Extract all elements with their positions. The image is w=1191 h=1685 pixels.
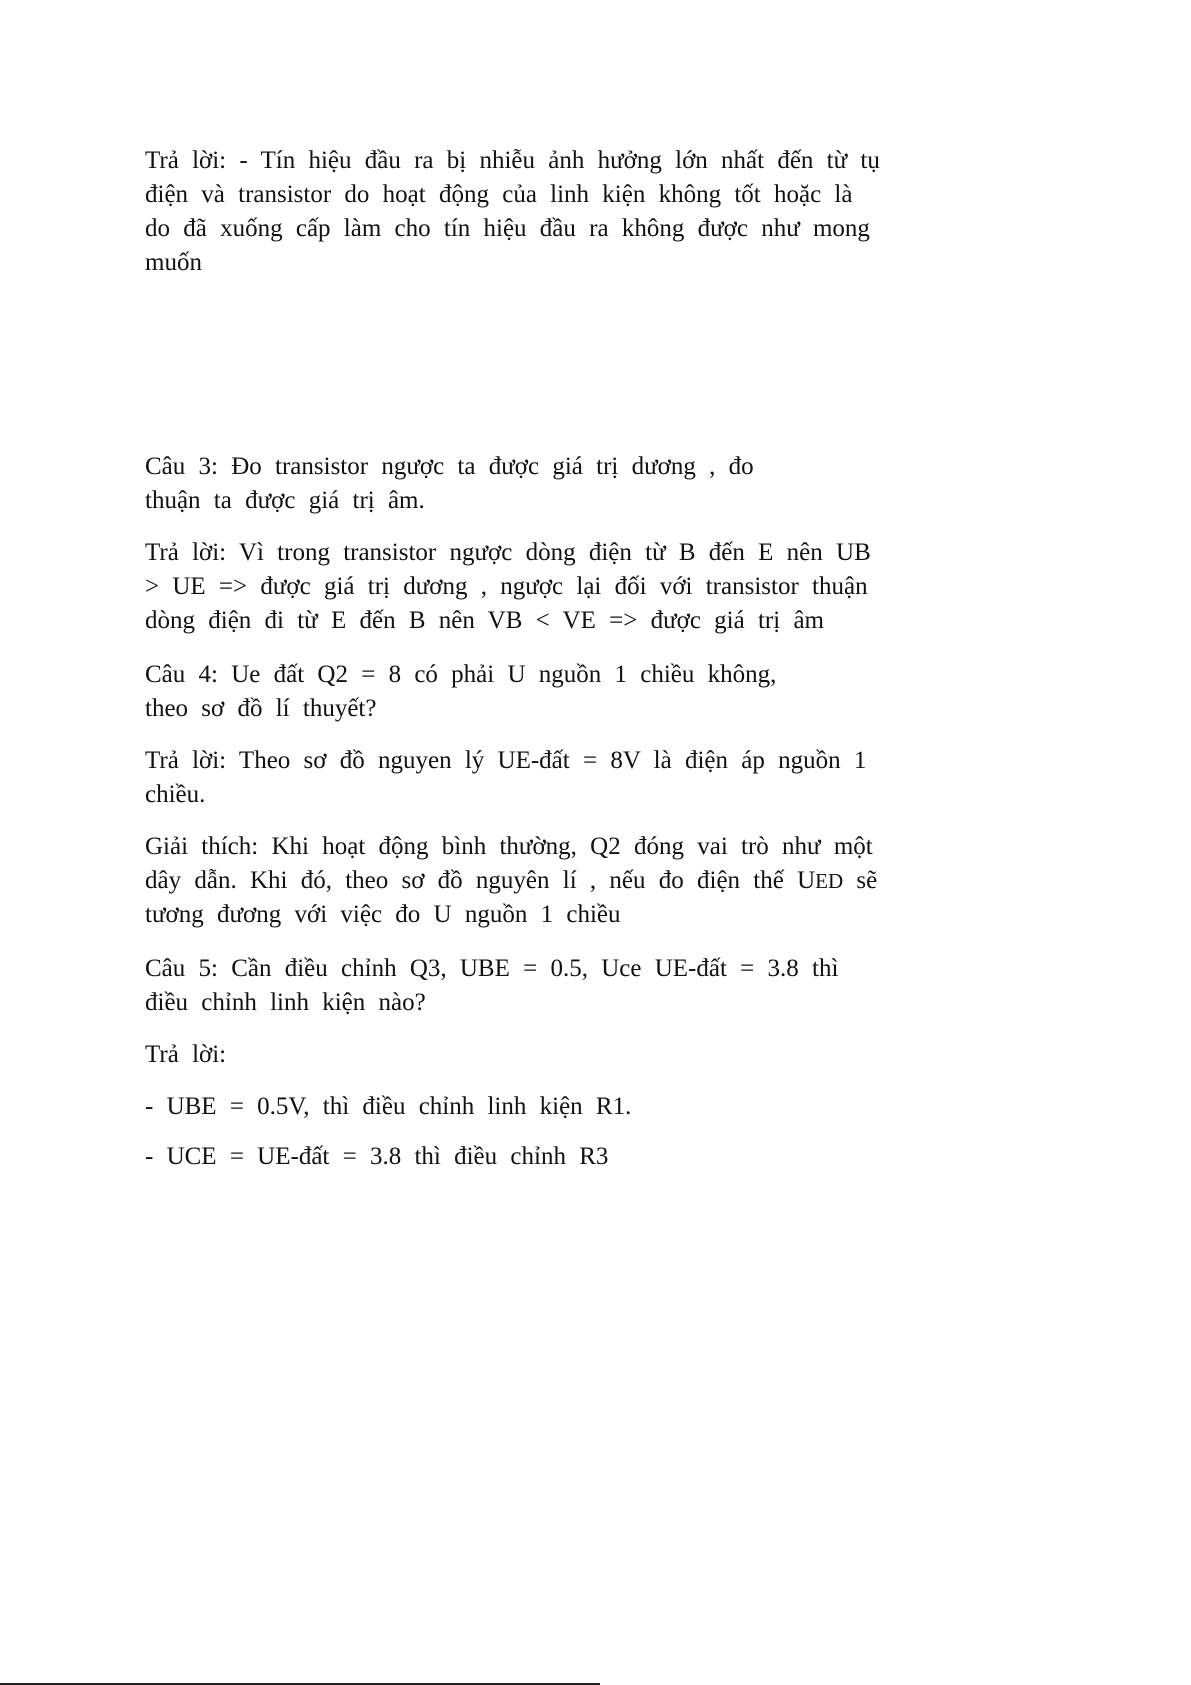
text-line: > UE => được giá trị dương , ngược lại đối với transistor thuận: [145, 573, 868, 600]
text-line: do đã xuống cấp làm cho tín hiệu đầu ra không được như mong: [145, 215, 870, 242]
text-line: Câu 5: Cần điều chỉnh Q3, UBE = 0.5, Uce UE-đất = 3.8 thì: [145, 955, 839, 982]
text-line: [145, 864, 1015, 898]
text-line: điện và transistor do hoạt động của linh kiện không tốt hoặc là: [145, 181, 853, 208]
subscript-text: ED: [815, 869, 844, 893]
text-line: muốn: [145, 249, 202, 276]
answer-5-bullet-1: [145, 1090, 1015, 1124]
question-4: [145, 658, 1015, 726]
text-line: Trả lời:: [145, 1041, 227, 1068]
text-line: thuận ta được giá trị âm.: [145, 487, 425, 514]
text-segment: sẽ: [843, 867, 878, 894]
answer-intro-paragraph: [145, 144, 1015, 280]
text-line: chiều.: [145, 781, 206, 808]
text-segment: dây dẫn. Khi đó, theo sơ đồ nguyên lí , nếu đo điện thế U: [145, 867, 816, 894]
answer-4: [145, 744, 1015, 812]
text-line: Trả lời: Theo sơ đồ nguyen lý UE-đất = 8V là điện áp nguồn 1: [145, 747, 867, 774]
text-line: Câu 4: Ue đất Q2 = 8 có phải U nguồn 1 chiều không,: [145, 661, 777, 688]
text-line: Câu 3: Đo transistor ngược ta được giá trị dương , đo: [145, 453, 754, 480]
answer-3: [145, 536, 1015, 638]
list-item: - UBE = 0.5V, thì điều chỉnh linh kiện R1.: [145, 1093, 632, 1120]
text-line: Giải thích: Khi hoạt động bình thường, Q2 đóng vai trò như một: [145, 833, 873, 860]
answer-5-label: [145, 1038, 1015, 1072]
text-line: dòng điện đi từ E đến B nên VB < VE => được giá trị âm: [145, 607, 824, 634]
text-line: theo sơ đồ lí thuyết?: [145, 695, 377, 722]
explanation-4: [145, 830, 1015, 932]
text-line: điều chỉnh linh kiện nào?: [145, 989, 426, 1016]
list-item: - UCE = UE-đất = 3.8 thì điều chỉnh R3: [145, 1143, 609, 1170]
question-5: [145, 952, 1015, 1020]
text-line: tương đương với việc đo U nguồn 1 chiều: [145, 901, 621, 928]
text-line: Trả lời: Vì trong transistor ngược dòng điện từ B đến E nên UB: [145, 539, 871, 566]
text-line: Trả lời: - Tín hiệu đầu ra bị nhiễu ảnh hưởng lớn nhất đến từ tụ: [145, 147, 880, 174]
question-3: [145, 450, 1015, 518]
answer-5-bullet-2: [145, 1140, 1015, 1174]
